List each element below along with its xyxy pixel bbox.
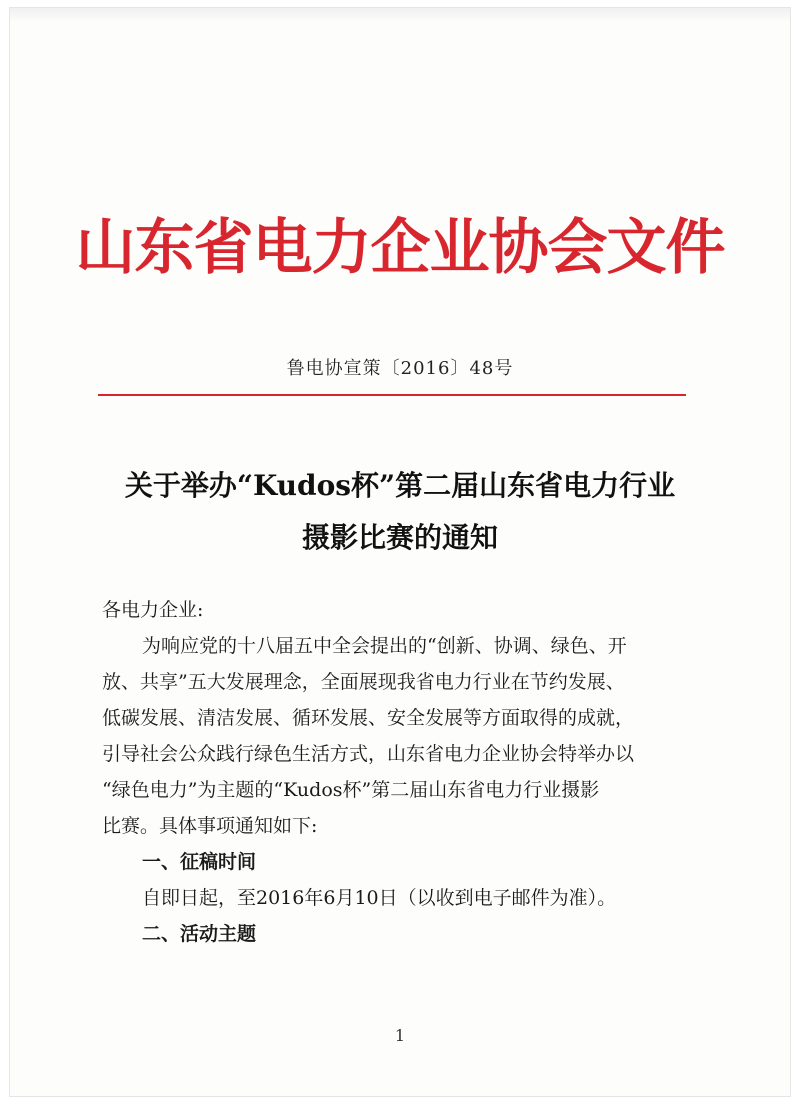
notice-title-line-2: 摄影比赛的通知: [301, 521, 498, 554]
document-body: [102, 592, 692, 952]
paragraph-1-line-4: 引导社会公众践行绿色生活方式，山东省电力企业协会特举办以: [102, 743, 635, 765]
masthead-title: 山东省电力企业协会文件: [75, 213, 725, 283]
salutation: 各电力企业:: [102, 599, 204, 621]
notice-title: [10, 460, 790, 564]
scan-edge: [10, 8, 790, 22]
document-page: [10, 8, 790, 1096]
document-number: 鲁电协宣策〔2016〕48号: [286, 358, 514, 379]
section-1-text: 自即日起，至2016年6月10日（以收到电子邮件为准）。: [142, 887, 617, 909]
section-2-heading: 二、活动主题: [142, 923, 257, 945]
notice-title-line-1: 关于举办“Kudos杯”第二届山东省电力行业: [124, 469, 676, 502]
paragraph-1-line-5: “绿色电力”为主题的“Kudos杯”第二届山东省电力行业摄影: [102, 779, 600, 801]
red-divider-line: [98, 394, 686, 396]
page-number: 1: [394, 1026, 406, 1045]
paragraph-1-line-6: 比赛。具体事项通知如下:: [102, 815, 318, 837]
paragraph-1-line-2: 放、共享”五大发展理念，全面展现我省电力行业在节约发展、: [102, 671, 625, 693]
section-1-heading: 一、征稿时间: [142, 851, 257, 873]
paragraph-1-line-1: 为响应党的十八届五中全会提出的“创新、协调、绿色、开: [142, 635, 627, 657]
paragraph-1-line-3: 低碳发展、清洁发展、循环发展、安全发展等方面取得的成就，: [102, 707, 635, 729]
